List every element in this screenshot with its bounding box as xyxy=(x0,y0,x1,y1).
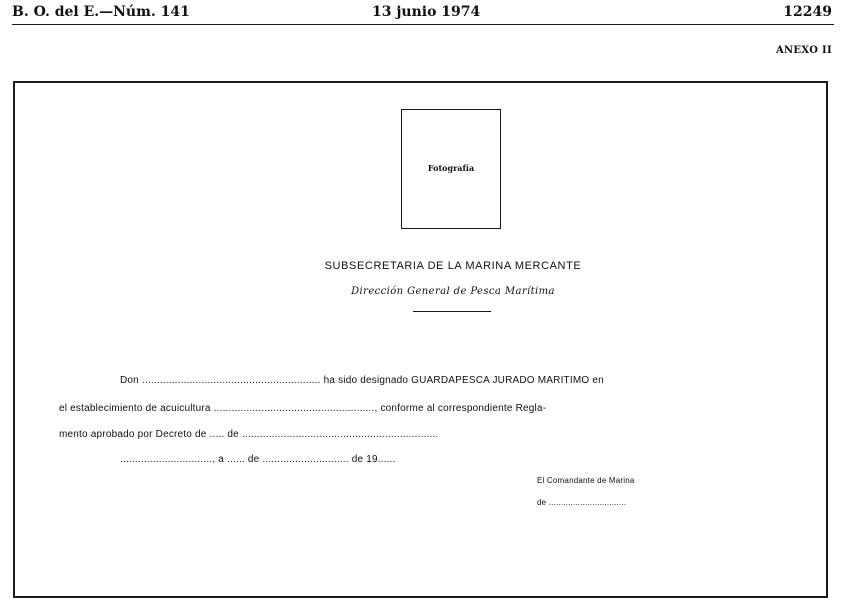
form-title: SUBSECRETARIA DE LA MARINA MERCANTE xyxy=(324,260,582,272)
form-line: mento aprobado por Decreto de ..... de .................................................................. xyxy=(59,429,439,440)
header-date: 13 junio 1974 xyxy=(372,4,481,20)
annex-label: ANEXO II xyxy=(775,45,832,56)
header-page-number: 12249 xyxy=(783,4,832,20)
photo-label: Fotografía xyxy=(427,163,475,173)
form-line: el establecimiento de acuicultura ......................................................, conforme al correspondiente Regla- xyxy=(59,403,547,414)
header-rule xyxy=(12,24,834,25)
signature-place: de ................................ xyxy=(537,498,627,507)
signature-title: El Comandante de Marina xyxy=(537,476,635,485)
title-divider xyxy=(413,311,491,312)
form-line: ..............................., a ...... de ............................. de 19...... xyxy=(120,454,396,465)
form-subtitle: Dirección General de Pesca Marítima xyxy=(351,286,555,297)
header-issue: B. O. del E.—Núm. 141 xyxy=(12,4,190,20)
form-line: Don ............................................................ ha sido designado GUARDAPESCA JURADO MARITIMO en xyxy=(120,375,604,386)
photo-box xyxy=(401,109,501,229)
